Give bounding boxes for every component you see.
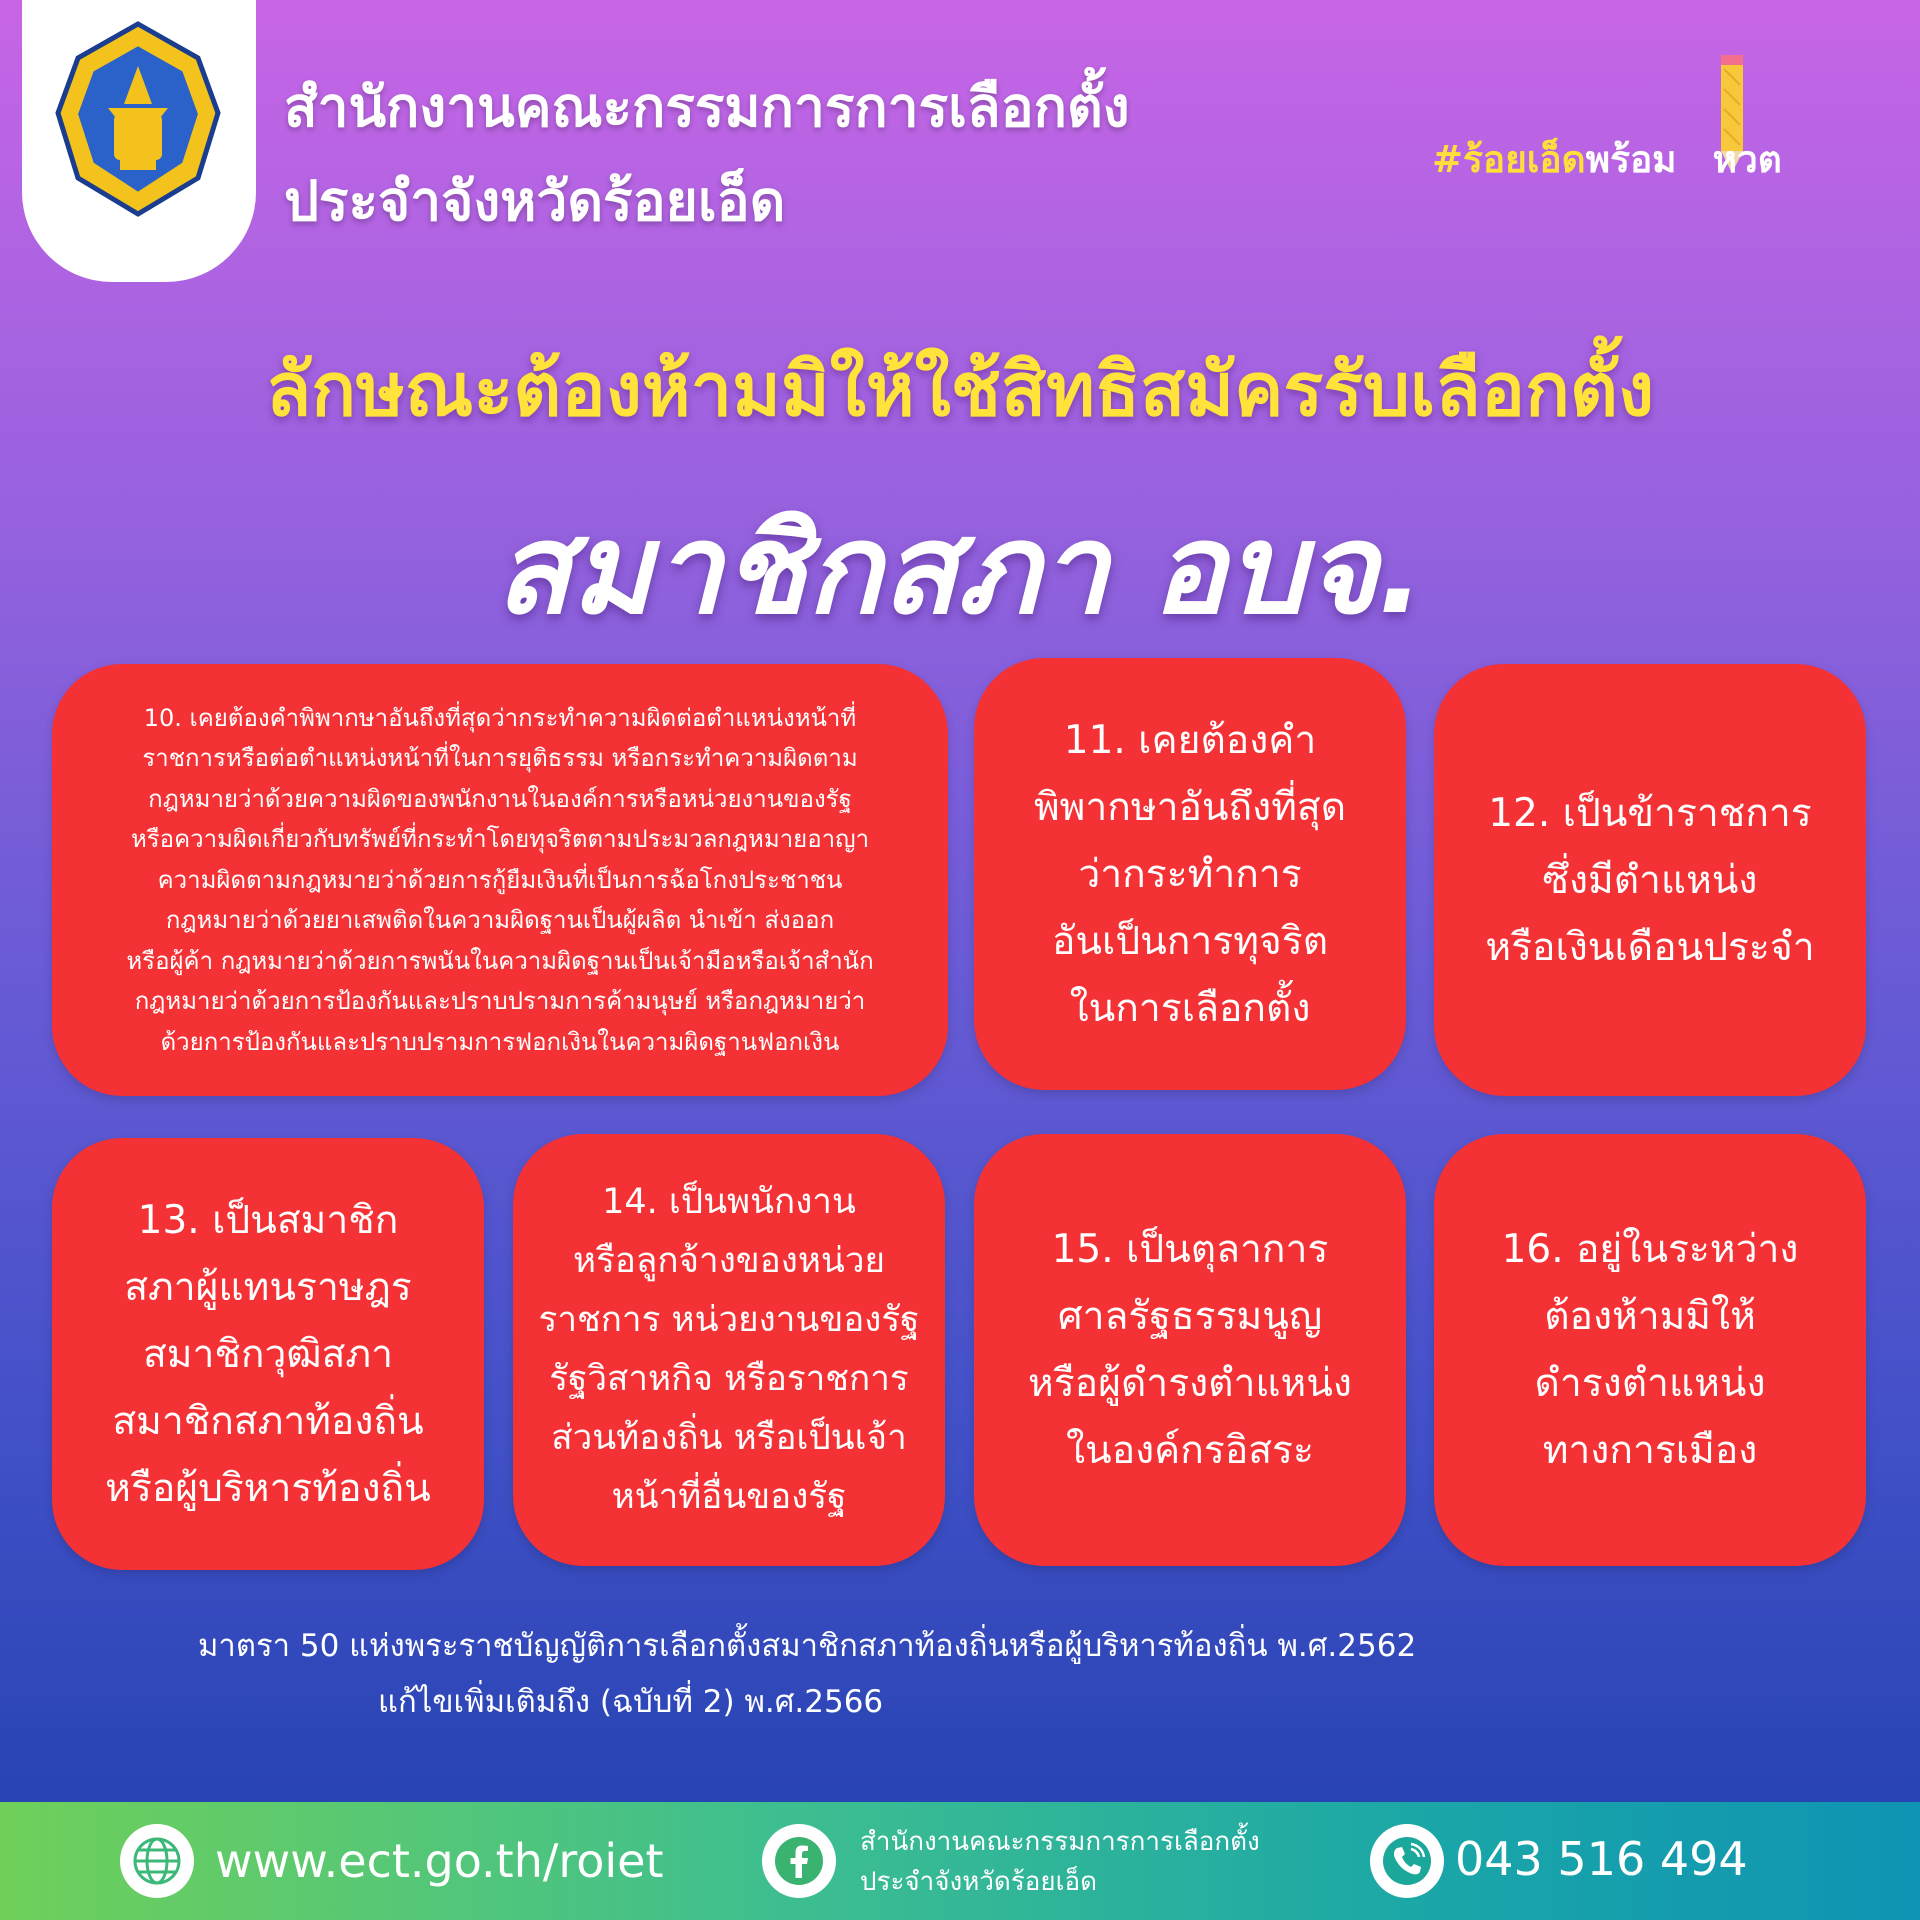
org-name-line2: ประจำจังหวัดร้อยเอ็ด: [284, 169, 786, 233]
phone-number[interactable]: 043 516 494: [1455, 1832, 1748, 1886]
card-text: 11. เคยต้องคำ พิพากษาอันถึงที่สุด ว่ากระทำการ อันเป็นการทุจริต ในการเลือกตั้ง: [1033, 717, 1347, 1031]
hashtag-part3: หวต: [1712, 138, 1782, 181]
logo-badge: [22, 0, 256, 282]
hashtag-campaign: [1432, 130, 1782, 189]
card-text: 15. เป็นตุลาการ ศาลรัฐธรรมนูญ หรือผู้ดำรงตำแหน่ง ในองค์กรอิสระ: [1028, 1227, 1352, 1473]
prohibition-card-15: [974, 1134, 1406, 1566]
facebook-line2: ประจำจังหวัดร้อยเอ็ด: [860, 1867, 1098, 1897]
card-text: 14. เป็นพนักงาน หรือลูกจ้างของหน่วย ราชการ หน่วยงานของรัฐ รัฐวิสาหกิจ หรือราชการ ส่วนท้องถิ่น หรือเป็นเจ้า หน้าที่อื่นของรัฐ: [538, 1182, 920, 1517]
legal-reference-line1: มาตรา 50 แห่งพระราชบัญญัติการเลือกตั้งสมาชิกสภาท้องถิ่นหรือผู้บริหารท้องถิ่น พ.ศ.2562: [198, 1628, 1417, 1664]
facebook-line1: สำนักงานคณะกรรมการการเลือกตั้ง: [860, 1827, 1260, 1857]
page-subtitle: สมาชิกสภา อบจ.: [495, 498, 1425, 642]
footer-bar: [0, 1802, 1920, 1920]
prohibition-card-14: [513, 1134, 945, 1566]
prohibition-card-11: [974, 658, 1406, 1090]
card-text: 16. อยู่ในระหว่าง ต้องห้ามมิให้ ดำรงตำแหน่ง ทางการเมือง: [1501, 1227, 1799, 1473]
hashtag-part2: พร้อม: [1585, 138, 1677, 181]
ect-emblem-logo: [48, 18, 228, 228]
prohibition-card-12: [1434, 664, 1866, 1096]
legal-reference-line2: แก้ไขเพิ่มเติมถึง (ฉบับที่ 2) พ.ศ.2566: [378, 1684, 884, 1720]
card-text: 13. เป็นสมาชิก สภาผู้แทนราษฎร สมาชิกวุฒิสภา สมาชิกสภาท้องถิ่น หรือผู้บริหารท้องถิ่น: [105, 1197, 431, 1511]
facebook-page-name[interactable]: [860, 1822, 1260, 1902]
org-name-line1: สำนักงานคณะกรรมการการเลือกตั้ง: [284, 75, 1130, 139]
prohibition-card-10: [52, 664, 948, 1096]
website-link[interactable]: www.ect.go.th/roiet: [215, 1834, 664, 1888]
page-title: ลักษณะต้องห้ามมิให้ใช้สิทธิสมัครรับเลือกตั้ง: [265, 347, 1655, 433]
facebook-icon: [762, 1824, 836, 1898]
hashtag-part1: #ร้อยเอ็ด: [1432, 138, 1586, 181]
globe-icon: [120, 1824, 194, 1898]
prohibition-card-16: [1434, 1134, 1866, 1566]
card-text: 12. เป็นข้าราชการ ซึ่งมีตำแหน่ง หรือเงินเดือนประจำ: [1485, 790, 1815, 970]
organization-name: [284, 60, 1130, 248]
card-text: 10. เคยต้องคำพิพากษาอันถึงที่สุดว่ากระทำความผิดต่อตำแหน่งหน้าที่ ราชการหรือต่อตำแหน่งหน้าที่ในการยุติธรรม หรือกระทำความผิดตาม กฎหมายว่าด้วยความผิดของพนักงานในองค์การหรือหน่วยงานของรัฐ หรือความผิดเกี่ยวกับทรัพย์ที่กระทำโดยทุจริตตามประมวลกฎหมายอาญา ความผิดตามกฎหมายว่าด้วยการกู้ยืมเงินที่เป็นการฉ้อโกงประชาชน กฎหมายว่าด้วยยาเสพติดในความผิดฐานเป็นผู้ผลิต นำเข้า ส่งออก หรือผู้ค้า กฎหมายว่าด้วยการพนันในความผิดฐานเป็นเจ้ามือหรือเจ้าสำนัก กฎหมายว่าด้วยการป้องกันและปราบปรามการค้ามนุษย์ หรือกฎหมายว่า ด้วยการป้องกันและปราบปรามการฟอกเงินในความผิดฐานฟอกเงิน: [126, 703, 874, 1056]
phone-icon: [1370, 1824, 1444, 1898]
legal-reference: [0, 1618, 1920, 1730]
prohibition-card-13: [52, 1138, 484, 1570]
